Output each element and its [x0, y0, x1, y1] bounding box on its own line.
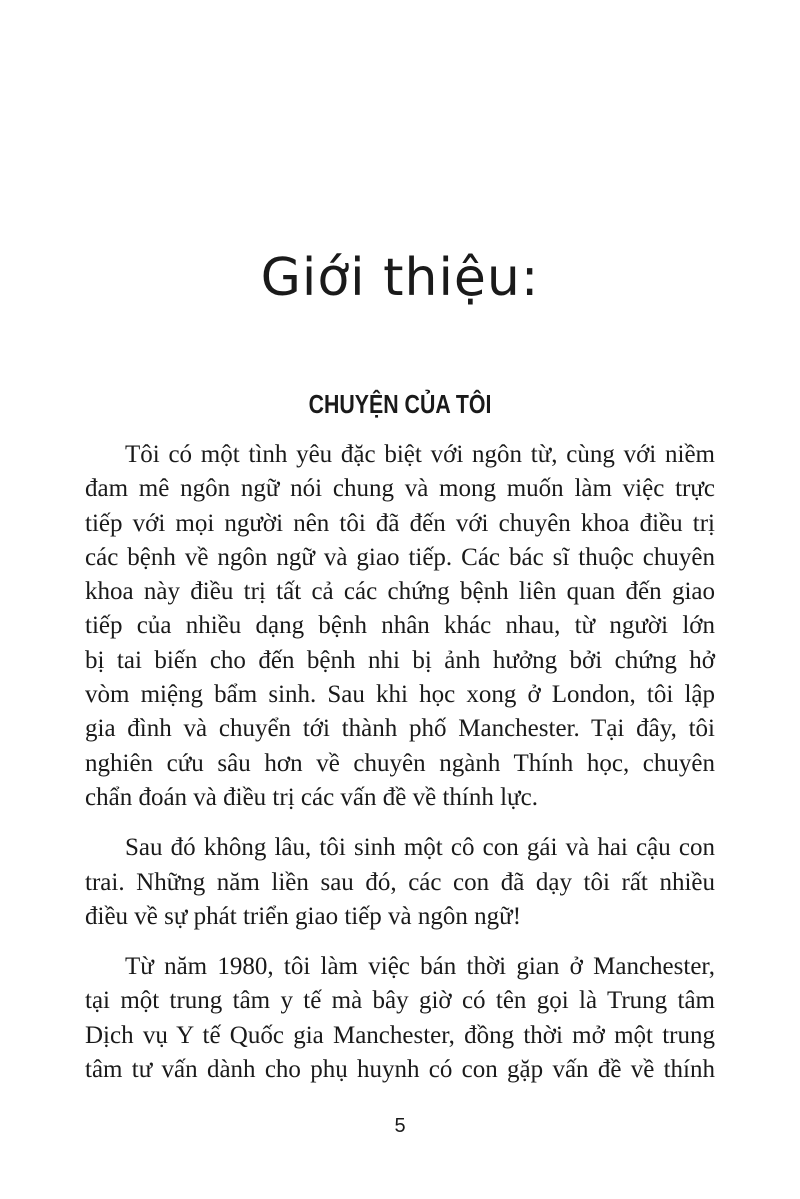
text-line: Dịch vụ Y tế Quốc gia Manchester, đồng thời mở một trung [85, 1021, 715, 1049]
text-line: tiếp của nhiều dạng bệnh nhân khác nhau, từ người lớn [85, 612, 715, 640]
section-heading: CHUYỆN CỦA TÔI [308, 389, 492, 419]
text-line: tiếp với mọi người nên tôi đã đến với chuyên khoa điều trị [85, 509, 715, 537]
text-line: Tôi có một tình yêu đặc biệt với ngôn từ, cùng với niềm [125, 441, 715, 468]
paragraph-2 [85, 831, 715, 934]
text-line: Từ năm 1980, tôi làm việc bán thời gian ở Manchester, [125, 953, 715, 981]
text-line: các bệnh về ngôn ngữ và giao tiếp. Các bác sĩ thuộc chuyên [85, 543, 715, 571]
paragraph-1 [85, 438, 715, 815]
text-line: trai. Những năm liền sau đó, các con đã dạy tôi rất nhiều [85, 868, 715, 896]
text-line: gia đình và chuyển tới thành phố Manchester. Tại đây, tôi [85, 715, 715, 743]
text-line: bị tai biến cho đến bệnh nhi bị ảnh hưởng bởi chứng hở [85, 646, 715, 674]
text-line: tâm tư vấn dành cho phụ huynh có con gặp vấn đề về thính [85, 1056, 715, 1084]
chapter-title: Giới thiệu: [260, 248, 540, 308]
paragraph-3 [85, 950, 715, 1087]
text-line: nghiên cứu sâu hơn về chuyên ngành Thính học, chuyên [85, 749, 715, 777]
page-number: 5 [394, 1115, 406, 1137]
text-line: vòm miệng bẩm sinh. Sau khi học xong ở London, tôi lập [85, 681, 715, 709]
text-line: chẩn đoán và điều trị các vấn đề về thính lực. [85, 783, 538, 811]
body-text [85, 438, 715, 1087]
text-line: tại một trung tâm y tế mà bây giờ có tên gọi là Trung tâm [85, 987, 715, 1015]
text-line: khoa này điều trị tất cả các chứng bệnh liên quan đến giao [85, 578, 715, 606]
text-line: đam mê ngôn ngữ nói chung và mong muốn làm việc trực [85, 475, 715, 503]
text-line: điều về sự phát triển giao tiếp và ngôn ngữ! [85, 902, 522, 930]
text-line: Sau đó không lâu, tôi sinh một cô con gái và hai cậu con [125, 834, 715, 862]
